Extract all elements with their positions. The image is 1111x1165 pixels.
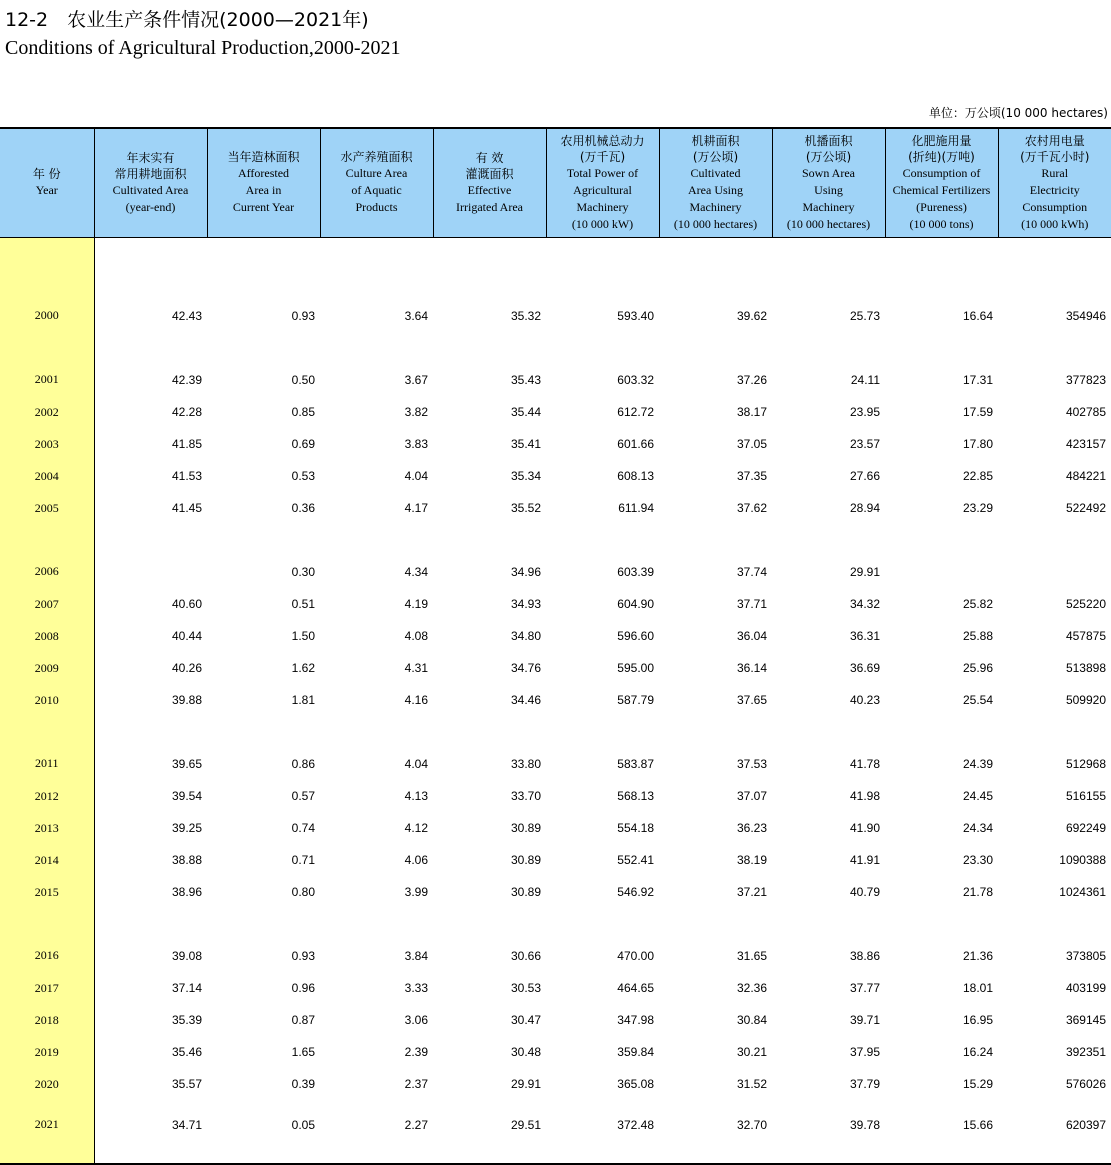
- year-cell: 2017: [0, 972, 94, 1004]
- value-cell: 611.94: [618, 501, 654, 515]
- value-cell: 37.14: [171, 981, 202, 995]
- value-cell: 29.91: [849, 565, 880, 579]
- value-cell: 377823: [1065, 373, 1106, 387]
- table-row: [0, 652, 1111, 684]
- value-cell: 41.91: [849, 853, 880, 867]
- value-cell: 37.53: [736, 757, 767, 771]
- page-subtitle: Conditions of Agricultural Production,2000-2021: [5, 37, 401, 59]
- value-cell: 516155: [1065, 789, 1106, 803]
- table-row: [0, 1036, 1111, 1068]
- value-cell: 4.08: [404, 629, 428, 643]
- value-cell: 0.80: [291, 885, 315, 899]
- value-cell: 40.79: [849, 885, 880, 899]
- value-cell: 0.74: [291, 821, 315, 835]
- value-cell: 33.70: [510, 789, 541, 803]
- value-cell: 0.53: [291, 469, 315, 483]
- value-cell: 0.87: [291, 1013, 315, 1027]
- value-cell: 4.16: [404, 693, 428, 707]
- column-header-zh: 水产养殖面积: [340, 150, 413, 165]
- table-row: [0, 716, 1111, 780]
- value-cell: 392351: [1065, 1045, 1106, 1059]
- value-cell: 32.36: [736, 981, 767, 995]
- column-header: [207, 128, 320, 237]
- value-cell: 39.88: [171, 693, 202, 707]
- column-header-en: Culture Area of Aquatic Products: [345, 166, 408, 215]
- value-cell: 25.54: [962, 693, 993, 707]
- value-cell: 369145: [1065, 1013, 1106, 1027]
- table-row: [0, 588, 1111, 620]
- value-cell: 0.51: [291, 597, 315, 611]
- value-cell: 2.37: [404, 1077, 428, 1091]
- table-row: [0, 460, 1111, 492]
- table-row: [0, 1068, 1111, 1100]
- year-cell: 2012: [0, 780, 94, 812]
- value-cell: 522492: [1065, 501, 1106, 515]
- value-cell: 35.34: [510, 469, 541, 483]
- value-cell: 23.29: [962, 501, 993, 515]
- value-cell: 23.95: [849, 405, 880, 419]
- value-cell: 35.46: [171, 1045, 202, 1059]
- table-row: [0, 620, 1111, 652]
- value-cell: 36.31: [849, 629, 880, 643]
- value-cell: 568.13: [617, 789, 654, 803]
- page-title: 12-2 农业生产条件情况(2000—2021年): [5, 9, 369, 31]
- column-header: [659, 128, 772, 237]
- value-cell: 4.34: [404, 565, 428, 579]
- column-header: [433, 128, 546, 237]
- value-cell: 30.53: [510, 981, 541, 995]
- value-cell: 583.87: [617, 757, 654, 771]
- value-cell: 1.50: [291, 629, 315, 643]
- value-cell: 30.84: [736, 1013, 767, 1027]
- value-cell: 39.25: [171, 821, 202, 835]
- column-header-en: Year: [35, 183, 58, 198]
- value-cell: 0.50: [291, 373, 315, 387]
- table-row: [0, 876, 1111, 908]
- value-cell: 38.19: [736, 853, 767, 867]
- value-cell: 372.48: [546, 1100, 659, 1164]
- year-cell: 2008: [0, 620, 94, 652]
- value-cell: 464.65: [617, 981, 654, 995]
- value-cell: 17.31: [962, 373, 993, 387]
- value-cell: 31.52: [736, 1077, 767, 1091]
- value-cell: 27.66: [849, 469, 880, 483]
- value-cell: [94, 524, 207, 588]
- table-row: [0, 524, 1111, 588]
- year-cell: 2014: [0, 844, 94, 876]
- value-cell: 3.99: [404, 885, 428, 899]
- column-header-en: Consumption of Chemical Fertilizers (Pureness) (10 000 tons): [892, 165, 991, 231]
- value-cell: 0.85: [291, 405, 315, 419]
- value-cell: 16.64: [962, 309, 993, 323]
- value-cell: 21.36: [962, 949, 993, 963]
- table-row: [0, 237, 1111, 332]
- year-cell: 2021: [0, 1100, 94, 1164]
- value-cell: 15.66: [885, 1100, 998, 1164]
- value-cell: 596.60: [617, 629, 654, 643]
- value-cell: 546.92: [617, 885, 654, 899]
- table-row: [0, 1100, 1111, 1164]
- year-cell: 2001: [0, 332, 94, 396]
- year-cell: 2011: [0, 716, 94, 780]
- value-cell: 604.90: [617, 597, 654, 611]
- year-cell: 2005: [0, 492, 94, 524]
- value-cell: 37.21: [736, 885, 767, 899]
- value-cell: 2.39: [404, 1045, 428, 1059]
- value-cell: 2.27: [320, 1100, 433, 1164]
- value-cell: 34.76: [510, 661, 541, 675]
- table-row: [0, 428, 1111, 460]
- year-cell: 2015: [0, 876, 94, 908]
- value-cell: 509920: [1065, 693, 1106, 707]
- value-cell: 1.65: [291, 1045, 315, 1059]
- value-cell: 34.46: [510, 693, 541, 707]
- value-cell: 0.57: [291, 789, 315, 803]
- value-cell: 595.00: [617, 661, 654, 675]
- value-cell: 692249: [1065, 821, 1106, 835]
- value-cell: 4.13: [404, 789, 428, 803]
- year-cell: 2019: [0, 1036, 94, 1068]
- value-cell: 403199: [1065, 981, 1106, 995]
- value-cell: 3.06: [404, 1013, 428, 1027]
- column-header: [320, 128, 433, 237]
- value-cell: 41.78: [849, 757, 880, 771]
- column-header-en: Total Power of Agricultural Machinery (10 000 kW): [566, 165, 639, 231]
- value-cell: 37.07: [736, 789, 767, 803]
- value-cell: 22.85: [962, 469, 993, 483]
- value-cell: 25.88: [962, 629, 993, 643]
- year-cell: 2016: [0, 908, 94, 972]
- value-cell: 37.62: [736, 501, 767, 515]
- value-cell: 37.79: [849, 1077, 880, 1091]
- value-cell: 620397: [998, 1100, 1111, 1164]
- value-cell: 24.11: [850, 373, 880, 387]
- year-cell: 2013: [0, 812, 94, 844]
- value-cell: 608.13: [617, 469, 654, 483]
- value-cell: 0.93: [291, 949, 315, 963]
- table-row: [0, 908, 1111, 972]
- value-cell: 34.93: [510, 597, 541, 611]
- value-cell: 37.05: [736, 437, 767, 451]
- value-cell: 457875: [1065, 629, 1106, 643]
- value-cell: 0.36: [291, 501, 315, 515]
- value-cell: 612.72: [617, 405, 654, 419]
- value-cell: 525220: [1065, 597, 1106, 611]
- year-cell: 2010: [0, 684, 94, 716]
- value-cell: 39.71: [849, 1013, 880, 1027]
- value-cell: 21.78: [962, 885, 993, 899]
- column-header-zh: 化肥施用量 (折纯)(万吨): [908, 133, 975, 164]
- value-cell: 587.79: [617, 693, 654, 707]
- value-cell: 359.84: [617, 1045, 654, 1059]
- column-header-zh: 年末实有 常用耕地面积: [114, 150, 187, 181]
- value-cell: 38.88: [171, 853, 202, 867]
- data-table: [0, 127, 1111, 1165]
- value-cell: 365.08: [617, 1077, 654, 1091]
- value-cell: 0.93: [291, 309, 315, 323]
- value-cell: 37.74: [736, 565, 767, 579]
- value-cell: 402785: [1065, 405, 1106, 419]
- value-cell: 347.98: [617, 1013, 654, 1027]
- value-cell: 0.05: [207, 1100, 320, 1164]
- value-cell: 39.54: [171, 789, 202, 803]
- value-cell: 24.34: [962, 821, 993, 835]
- value-cell: 1024361: [1059, 885, 1106, 899]
- column-header-en: Cultivated Area Using Machinery (10 000 hectares): [673, 165, 758, 231]
- value-cell: 35.57: [171, 1077, 202, 1091]
- value-cell: 36.14: [736, 661, 767, 675]
- value-cell: 30.48: [510, 1045, 541, 1059]
- value-cell: 39.62: [736, 309, 767, 323]
- value-cell: 4.12: [404, 821, 428, 835]
- value-cell: 25.73: [849, 309, 880, 323]
- value-cell: 423157: [1065, 437, 1106, 451]
- value-cell: 39.08: [171, 949, 202, 963]
- value-cell: 32.70: [659, 1100, 772, 1164]
- column-header-en: Sown Area Using Machinery (10 000 hectares): [786, 165, 871, 231]
- year-cell: 2002: [0, 396, 94, 428]
- value-cell: 36.23: [736, 821, 767, 835]
- value-cell: 38.86: [849, 949, 880, 963]
- value-cell: 30.21: [736, 1045, 767, 1059]
- year-cell: 2009: [0, 652, 94, 684]
- table-row: [0, 812, 1111, 844]
- value-cell: 30.89: [510, 821, 541, 835]
- value-cell: 15.29: [962, 1077, 993, 1091]
- column-header-zh: 农村用电量 (万千瓦小时): [1020, 133, 1090, 164]
- value-cell: 513898: [1065, 661, 1106, 675]
- value-cell: 41.90: [849, 821, 880, 835]
- value-cell: 38.17: [736, 405, 767, 419]
- value-cell: 16.24: [962, 1045, 993, 1059]
- value-cell: 41.53: [171, 469, 202, 483]
- column-header-zh: 机耕面积 (万公顷): [691, 133, 740, 164]
- value-cell: [998, 524, 1111, 588]
- value-cell: 603.32: [617, 373, 654, 387]
- value-cell: 37.77: [849, 981, 880, 995]
- value-cell: 35.44: [510, 405, 541, 419]
- value-cell: 25.82: [962, 597, 993, 611]
- value-cell: 1.62: [291, 661, 315, 675]
- value-cell: 603.39: [617, 565, 654, 579]
- table-row: [0, 396, 1111, 428]
- value-cell: 576026: [1065, 1077, 1106, 1091]
- value-cell: 42.28: [171, 405, 202, 419]
- value-cell: 601.66: [617, 437, 654, 451]
- value-cell: 40.44: [171, 629, 202, 643]
- table-row: [0, 972, 1111, 1004]
- value-cell: 28.94: [849, 501, 880, 515]
- year-cell: 2003: [0, 428, 94, 460]
- year-cell: 2018: [0, 1004, 94, 1036]
- value-cell: 354946: [1065, 309, 1106, 323]
- column-header-zh: 农用机械总动力 (万千瓦): [560, 133, 645, 164]
- data-table-container: [0, 127, 1111, 1165]
- value-cell: 39.65: [171, 757, 202, 771]
- table-row: [0, 844, 1111, 876]
- value-cell: 35.39: [171, 1013, 202, 1027]
- value-cell: 42.43: [171, 309, 202, 323]
- value-cell: 24.39: [962, 757, 993, 771]
- value-cell: 37.95: [849, 1045, 880, 1059]
- value-cell: 24.45: [962, 789, 993, 803]
- value-cell: 30.66: [510, 949, 541, 963]
- value-cell: 484221: [1065, 469, 1106, 483]
- value-cell: 37.65: [736, 693, 767, 707]
- year-cell: 2000: [0, 237, 94, 332]
- value-cell: 512968: [1065, 757, 1106, 771]
- value-cell: 37.71: [736, 597, 767, 611]
- table-row: [0, 1004, 1111, 1036]
- column-header-en: Effective Irrigated Area: [456, 182, 523, 214]
- column-header-zh: 当年造林面积: [227, 150, 300, 165]
- value-cell: 42.39: [171, 373, 202, 387]
- column-header: [885, 128, 998, 237]
- value-cell: 0.96: [291, 981, 315, 995]
- value-cell: 18.01: [962, 981, 993, 995]
- column-header-zh: 机播面积 (万公顷): [804, 133, 853, 164]
- value-cell: 39.78: [772, 1100, 885, 1164]
- value-cell: 0.39: [291, 1077, 315, 1091]
- value-cell: 23.30: [962, 853, 993, 867]
- value-cell: 40.60: [171, 597, 202, 611]
- value-cell: 29.91: [510, 1077, 541, 1091]
- value-cell: 3.67: [404, 373, 428, 387]
- value-cell: 40.23: [849, 693, 880, 707]
- value-cell: 1.81: [291, 693, 315, 707]
- value-cell: 34.80: [510, 629, 541, 643]
- value-cell: 4.04: [404, 757, 428, 771]
- column-header: [998, 128, 1111, 237]
- year-cell: 2006: [0, 524, 94, 588]
- unit-label: 单位：万公顷(10 000 hectares): [928, 106, 1108, 120]
- value-cell: 36.04: [736, 629, 767, 643]
- table-row: [0, 492, 1111, 524]
- value-cell: 35.32: [510, 309, 541, 323]
- value-cell: 31.65: [736, 949, 767, 963]
- value-cell: 4.31: [404, 661, 428, 675]
- value-cell: 593.40: [617, 309, 654, 323]
- value-cell: 4.19: [404, 597, 428, 611]
- value-cell: 3.83: [404, 437, 428, 451]
- value-cell: 41.45: [171, 501, 202, 515]
- value-cell: 30.47: [510, 1013, 541, 1027]
- value-cell: 40.26: [171, 661, 202, 675]
- table-header: [0, 128, 1111, 237]
- value-cell: 35.43: [510, 373, 541, 387]
- value-cell: 0.30: [291, 565, 315, 579]
- value-cell: 4.06: [404, 853, 428, 867]
- value-cell: 23.57: [849, 437, 880, 451]
- value-cell: 37.35: [736, 469, 767, 483]
- column-header: [546, 128, 659, 237]
- table-row: [0, 332, 1111, 396]
- value-cell: 34.32: [849, 597, 880, 611]
- value-cell: 30.89: [510, 853, 541, 867]
- table-row: [0, 684, 1111, 716]
- column-header-en: Rural Electricity Consumption (10 000 kWh): [1021, 165, 1089, 231]
- value-cell: 35.41: [510, 437, 541, 451]
- value-cell: 29.51: [433, 1100, 546, 1164]
- table-body: [0, 237, 1111, 1164]
- column-header-zh: 有 效 灌溉面积: [465, 150, 514, 181]
- value-cell: 41.98: [849, 789, 880, 803]
- table-row: [0, 780, 1111, 812]
- column-header-en: Cultivated Area (year-end): [112, 182, 189, 214]
- value-cell: 34.96: [510, 565, 541, 579]
- column-header: [0, 128, 94, 237]
- value-cell: 373805: [1065, 949, 1106, 963]
- column-header: [772, 128, 885, 237]
- value-cell: 3.82: [404, 405, 428, 419]
- value-cell: 3.33: [404, 981, 428, 995]
- value-cell: 470.00: [617, 949, 654, 963]
- value-cell: [885, 524, 998, 588]
- value-cell: 17.59: [962, 405, 993, 419]
- year-cell: 2004: [0, 460, 94, 492]
- column-header-en: Afforested Area in Current Year: [232, 166, 295, 215]
- value-cell: 3.84: [404, 949, 428, 963]
- value-cell: 4.17: [404, 501, 428, 515]
- value-cell: 34.71: [94, 1100, 207, 1164]
- year-cell: 2007: [0, 588, 94, 620]
- value-cell: 25.96: [962, 661, 993, 675]
- value-cell: 0.71: [291, 853, 315, 867]
- column-header-zh: 年 份: [32, 167, 61, 182]
- value-cell: 41.85: [171, 437, 202, 451]
- column-header: [94, 128, 207, 237]
- value-cell: 3.64: [404, 309, 428, 323]
- value-cell: 17.80: [962, 437, 993, 451]
- value-cell: 1090388: [1059, 853, 1106, 867]
- value-cell: 554.18: [617, 821, 654, 835]
- value-cell: 38.96: [171, 885, 202, 899]
- value-cell: 35.52: [510, 501, 541, 515]
- year-cell: 2020: [0, 1068, 94, 1100]
- value-cell: 36.69: [849, 661, 880, 675]
- value-cell: 16.95: [962, 1013, 993, 1027]
- value-cell: 30.89: [510, 885, 541, 899]
- value-cell: 552.41: [617, 853, 654, 867]
- value-cell: 37.26: [736, 373, 767, 387]
- value-cell: 4.04: [404, 469, 428, 483]
- value-cell: 0.69: [291, 437, 315, 451]
- value-cell: 0.86: [291, 757, 315, 771]
- value-cell: 33.80: [510, 757, 541, 771]
